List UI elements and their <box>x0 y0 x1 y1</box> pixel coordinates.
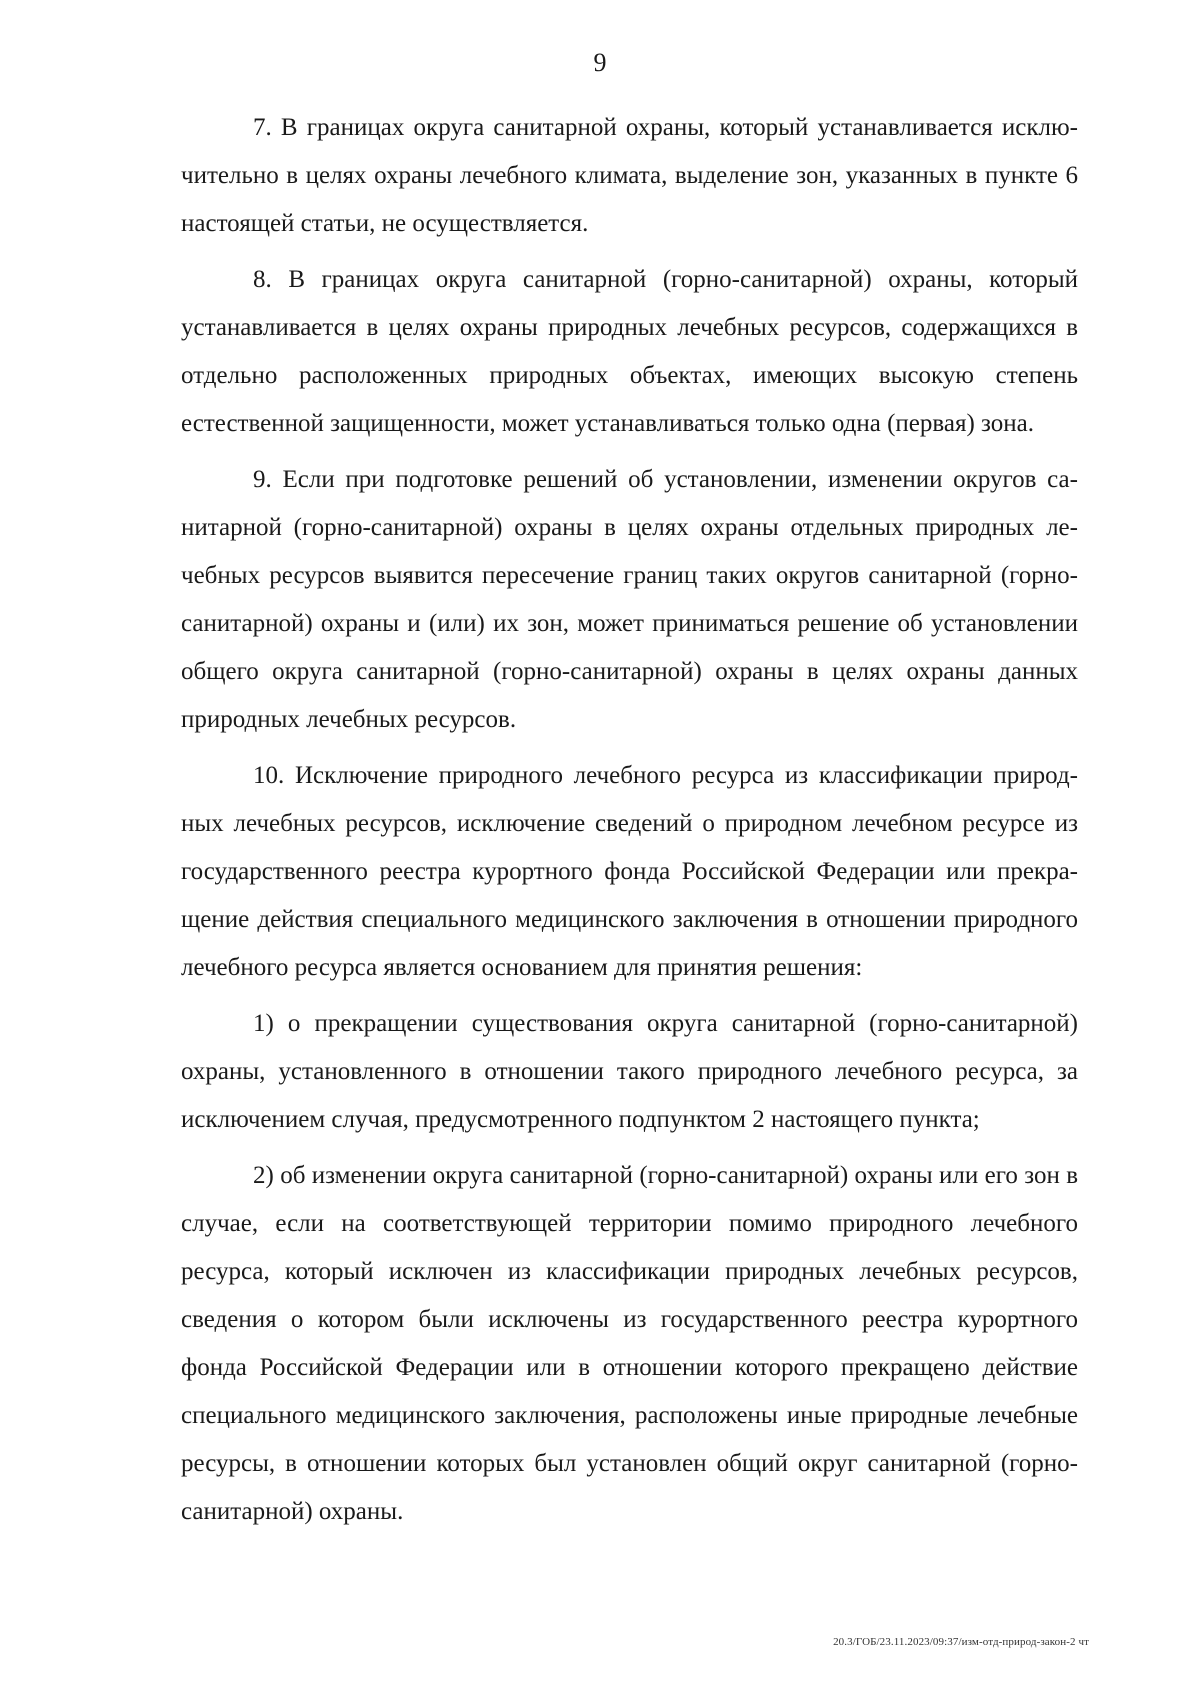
subparagraph-item-2: 2) об изменении округа санитарной (горно-санитарной) охраны или его зон в случае, если на соответствующей территории помимо природного лечебного ресурса, который исключен из классификации природных лечебных ресурсов, сведения о котором были исключены из государственного реестра курортного фонда Российской Федерации или в отношении которого прекращено действие специального медицинского заключения, расположены иные природные лечебные ресурсы, в отношении которых был установлен общий округ санитарной (горно-санитарной) охраны. <box>181 1162 1078 1525</box>
paragraph-item-7: 7. В границах округа санитарной охраны, который устанавливается исключительно в целях охраны лечебного климата, выделение зон, указанных в пункте 6 настоящей статьи, не осуществляется. <box>181 114 1078 237</box>
paragraph-item-9: 9. Если при подготовке решений об установлении, изменении округов санитарной (горно-санитарной) охраны в целях охраны отдельных природных лечебных ресурсов выявится пересечение границ таких округов санитарной (горно-санитарной) охраны и (или) их зон, может приниматься решение об установлении общего округа санитарной (горно-санитарной) охраны в целях охраны данных природных лечебных ресурсов. <box>181 466 1078 733</box>
page-number: 9 <box>593 48 607 77</box>
document-footer-stamp: 20.3/ГОБ/23.11.2023/09:37/изм-отд-природ-закон-2 чт <box>833 1636 1089 1648</box>
document-body <box>181 104 1078 1544</box>
subparagraph-item-1: 1) о прекращении существования округа санитарной (горно-санитарной) охраны, установленного в отношении такого природного лечебного ресурса, за исключением случая, предусмотренного подпунктом 2 настоящего пункта; <box>181 1010 1078 1133</box>
paragraph-item-10: 10. Исключение природного лечебного ресурса из классификации природных лечебных ресурсов, исключение сведений о природном лечебном ресурсе из государственного реестра курортного фонда Российской Федерации или прекращение действия специального медицинского заключения в отношении природного лечебного ресурса является основанием для принятия решения: <box>181 762 1078 981</box>
paragraph-item-8: 8. В границах округа санитарной (горно-санитарной) охраны, который устанавливается в целях охраны природных лечебных ресурсов, содержащихся в отдельно расположенных природных объектах, имеющих высокую степень естественной защищенности, может устанавливаться только одна (первая) зона. <box>181 266 1078 437</box>
